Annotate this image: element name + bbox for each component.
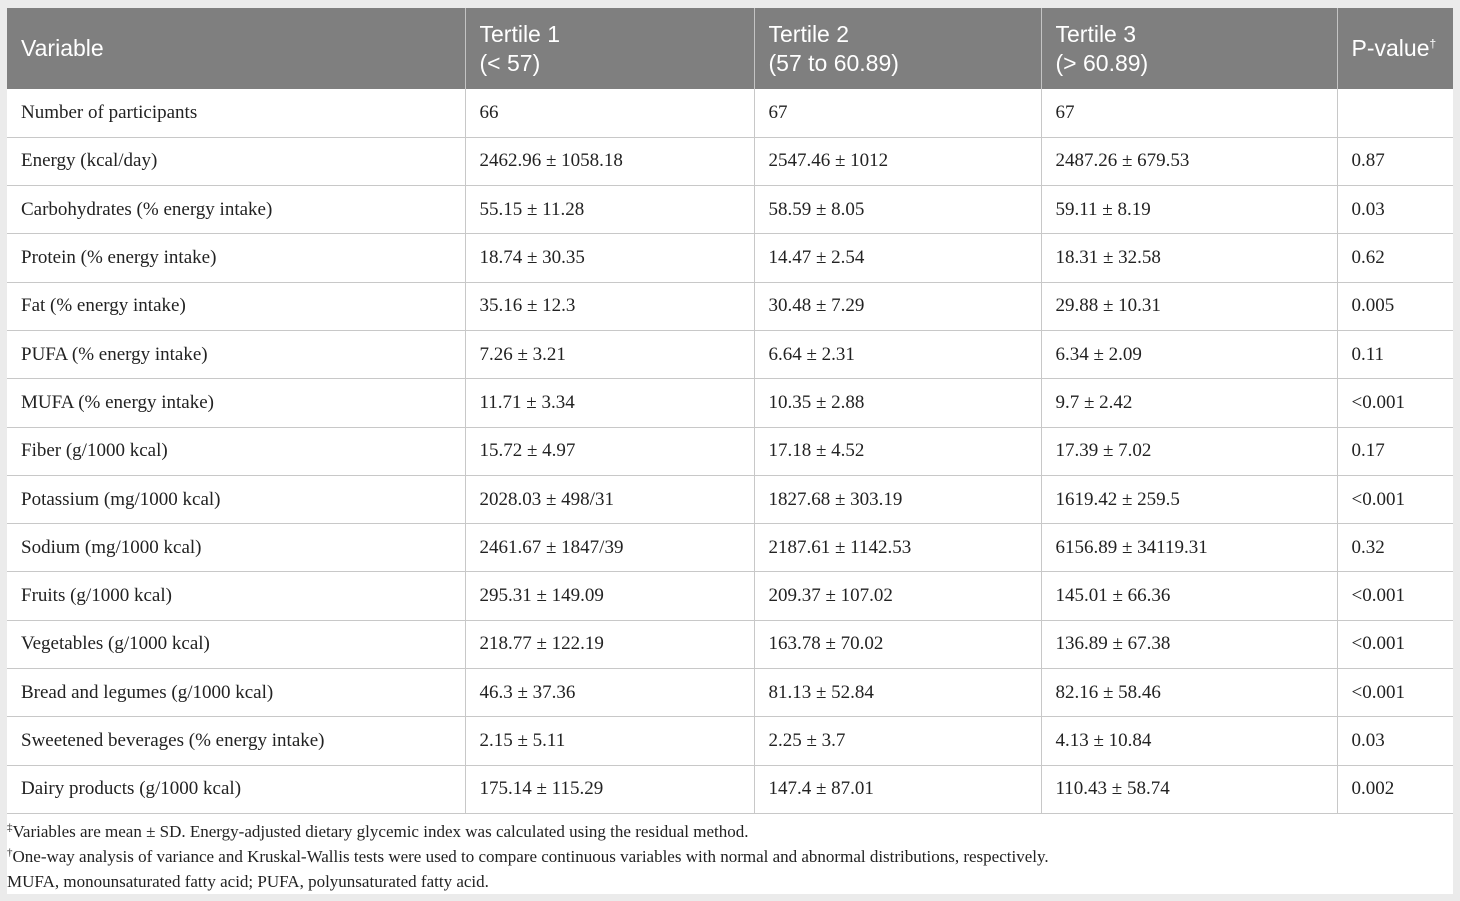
cell-p-value: <0.001 xyxy=(1337,572,1453,620)
footnote-mark: † xyxy=(7,846,13,859)
header-range: (< 57) xyxy=(479,49,541,76)
cell-tertile-2: 58.59 ± 8.05 xyxy=(754,186,1041,234)
table-row xyxy=(7,330,1453,378)
cell-variable: Number of participants xyxy=(7,89,465,137)
cell-tertile-2: 2547.46 ± 1012 xyxy=(754,137,1041,185)
cell-tertile-3: 18.31 ± 32.58 xyxy=(1041,234,1337,282)
header-label: Tertile 1 xyxy=(479,20,561,47)
cell-tertile-2: 81.13 ± 52.84 xyxy=(754,669,1041,717)
cell-tertile-1: 2462.96 ± 1058.18 xyxy=(465,137,754,185)
cell-tertile-1: 15.72 ± 4.97 xyxy=(465,427,754,475)
cell-tertile-2: 6.64 ± 2.31 xyxy=(754,330,1041,378)
cell-tertile-2: 2187.61 ± 1142.53 xyxy=(754,524,1041,572)
cell-p-value: 0.11 xyxy=(1337,330,1453,378)
cell-variable: Potassium (mg/1000 kcal) xyxy=(7,475,465,523)
cell-p-value: 0.03 xyxy=(1337,717,1453,765)
cell-p-value: 0.002 xyxy=(1337,765,1453,813)
cell-tertile-2: 67 xyxy=(754,89,1041,137)
header-range: (57 to 60.89) xyxy=(768,49,899,76)
cell-variable: Fat (% energy intake) xyxy=(7,282,465,330)
cell-variable: Vegetables (g/1000 kcal) xyxy=(7,620,465,668)
header-tertile-1 xyxy=(465,8,754,89)
cell-variable: Sodium (mg/1000 kcal) xyxy=(7,524,465,572)
footnote-text: Variables are mean ± SD. Energy-adjusted dietary glycemic index was calculated using the residual method. xyxy=(12,822,749,841)
cell-tertile-3: 145.01 ± 66.36 xyxy=(1041,572,1337,620)
cell-tertile-1: 2.15 ± 5.11 xyxy=(465,717,754,765)
cell-variable: Bread and legumes (g/1000 kcal) xyxy=(7,669,465,717)
cell-tertile-2: 147.4 ± 87.01 xyxy=(754,765,1041,813)
cell-tertile-1: 218.77 ± 122.19 xyxy=(465,620,754,668)
cell-variable: MUFA (% energy intake) xyxy=(7,379,465,427)
cell-p-value: 0.62 xyxy=(1337,234,1453,282)
cell-variable: PUFA (% energy intake) xyxy=(7,330,465,378)
cell-tertile-3: 136.89 ± 67.38 xyxy=(1041,620,1337,668)
cell-tertile-2: 163.78 ± 70.02 xyxy=(754,620,1041,668)
footnote-mark: ‡ xyxy=(7,821,13,834)
cell-variable: Energy (kcal/day) xyxy=(7,137,465,185)
header-label: Tertile 3 xyxy=(1055,20,1137,47)
cell-tertile-1: 175.14 ± 115.29 xyxy=(465,765,754,813)
cell-tertile-3: 82.16 ± 58.46 xyxy=(1041,669,1337,717)
cell-p-value: 0.03 xyxy=(1337,186,1453,234)
table-row xyxy=(7,379,1453,427)
cell-tertile-2: 1827.68 ± 303.19 xyxy=(754,475,1041,523)
cell-tertile-3: 6.34 ± 2.09 xyxy=(1041,330,1337,378)
cell-p-value: 0.005 xyxy=(1337,282,1453,330)
footnote-text: One-way analysis of variance and Kruskal-Wallis tests were used to compare continuous variables with normal and abnormal distributions, respectively. xyxy=(12,847,1049,866)
footnote xyxy=(7,819,1453,844)
table-row xyxy=(7,137,1453,185)
cell-variable: Dairy products (g/1000 kcal) xyxy=(7,765,465,813)
table-row xyxy=(7,427,1453,475)
table-panel xyxy=(7,8,1453,894)
header-p-value xyxy=(1337,8,1453,89)
cell-p-value: <0.001 xyxy=(1337,620,1453,668)
header-tertile-2 xyxy=(754,8,1041,89)
cell-tertile-3: 6156.89 ± 34119.31 xyxy=(1041,524,1337,572)
header-label: Tertile 2 xyxy=(768,20,850,47)
data-table xyxy=(7,8,1453,814)
table-row xyxy=(7,620,1453,668)
cell-p-value: <0.001 xyxy=(1337,475,1453,523)
cell-tertile-1: 66 xyxy=(465,89,754,137)
header-row xyxy=(7,8,1453,89)
cell-tertile-1: 18.74 ± 30.35 xyxy=(465,234,754,282)
header-range: (> 60.89) xyxy=(1055,49,1149,76)
cell-variable: Fruits (g/1000 kcal) xyxy=(7,572,465,620)
cell-tertile-2: 30.48 ± 7.29 xyxy=(754,282,1041,330)
cell-tertile-1: 2028.03 ± 498/31 xyxy=(465,475,754,523)
cell-tertile-3: 67 xyxy=(1041,89,1337,137)
cell-tertile-3: 2487.26 ± 679.53 xyxy=(1041,137,1337,185)
cell-tertile-2: 2.25 ± 3.7 xyxy=(754,717,1041,765)
table-row xyxy=(7,765,1453,813)
footnote xyxy=(7,844,1453,869)
cell-tertile-2: 209.37 ± 107.02 xyxy=(754,572,1041,620)
cell-p-value: 0.17 xyxy=(1337,427,1453,475)
cell-tertile-3: 1619.42 ± 259.5 xyxy=(1041,475,1337,523)
cell-tertile-1: 55.15 ± 11.28 xyxy=(465,186,754,234)
cell-tertile-2: 10.35 ± 2.88 xyxy=(754,379,1041,427)
cell-tertile-1: 2461.67 ± 1847/39 xyxy=(465,524,754,572)
table-row xyxy=(7,669,1453,717)
cell-p-value: <0.001 xyxy=(1337,669,1453,717)
cell-tertile-1: 35.16 ± 12.3 xyxy=(465,282,754,330)
footnotes xyxy=(7,819,1453,894)
cell-tertile-2: 17.18 ± 4.52 xyxy=(754,427,1041,475)
cell-tertile-3: 17.39 ± 7.02 xyxy=(1041,427,1337,475)
cell-variable: Sweetened beverages (% energy intake) xyxy=(7,717,465,765)
table-row xyxy=(7,234,1453,282)
cell-variable: Protein (% energy intake) xyxy=(7,234,465,282)
table-row xyxy=(7,524,1453,572)
table-row xyxy=(7,572,1453,620)
cell-tertile-1: 46.3 ± 37.36 xyxy=(465,669,754,717)
cell-tertile-1: 295.31 ± 149.09 xyxy=(465,572,754,620)
cell-tertile-1: 11.71 ± 3.34 xyxy=(465,379,754,427)
table-row xyxy=(7,717,1453,765)
cell-p-value xyxy=(1337,89,1453,137)
cell-tertile-1: 7.26 ± 3.21 xyxy=(465,330,754,378)
cell-tertile-3: 29.88 ± 10.31 xyxy=(1041,282,1337,330)
header-variable xyxy=(7,8,465,89)
table-row xyxy=(7,186,1453,234)
header-label: P-value xyxy=(1351,35,1430,61)
cell-p-value: 0.32 xyxy=(1337,524,1453,572)
footnote xyxy=(7,869,1453,894)
cell-variable: Fiber (g/1000 kcal) xyxy=(7,427,465,475)
header-footnote-mark: † xyxy=(1429,36,1437,51)
header-tertile-3 xyxy=(1041,8,1337,89)
cell-tertile-3: 110.43 ± 58.74 xyxy=(1041,765,1337,813)
header-label: Variable xyxy=(21,35,104,61)
cell-p-value: 0.87 xyxy=(1337,137,1453,185)
cell-tertile-3: 9.7 ± 2.42 xyxy=(1041,379,1337,427)
footnote-text: MUFA, monounsaturated fatty acid; PUFA, polyunsaturated fatty acid. xyxy=(7,872,489,891)
cell-p-value: <0.001 xyxy=(1337,379,1453,427)
cell-variable: Carbohydrates (% energy intake) xyxy=(7,186,465,234)
cell-tertile-3: 4.13 ± 10.84 xyxy=(1041,717,1337,765)
table-row xyxy=(7,89,1453,137)
cell-tertile-3: 59.11 ± 8.19 xyxy=(1041,186,1337,234)
cell-tertile-2: 14.47 ± 2.54 xyxy=(754,234,1041,282)
table-row xyxy=(7,475,1453,523)
table-body xyxy=(7,89,1453,813)
table-row xyxy=(7,282,1453,330)
